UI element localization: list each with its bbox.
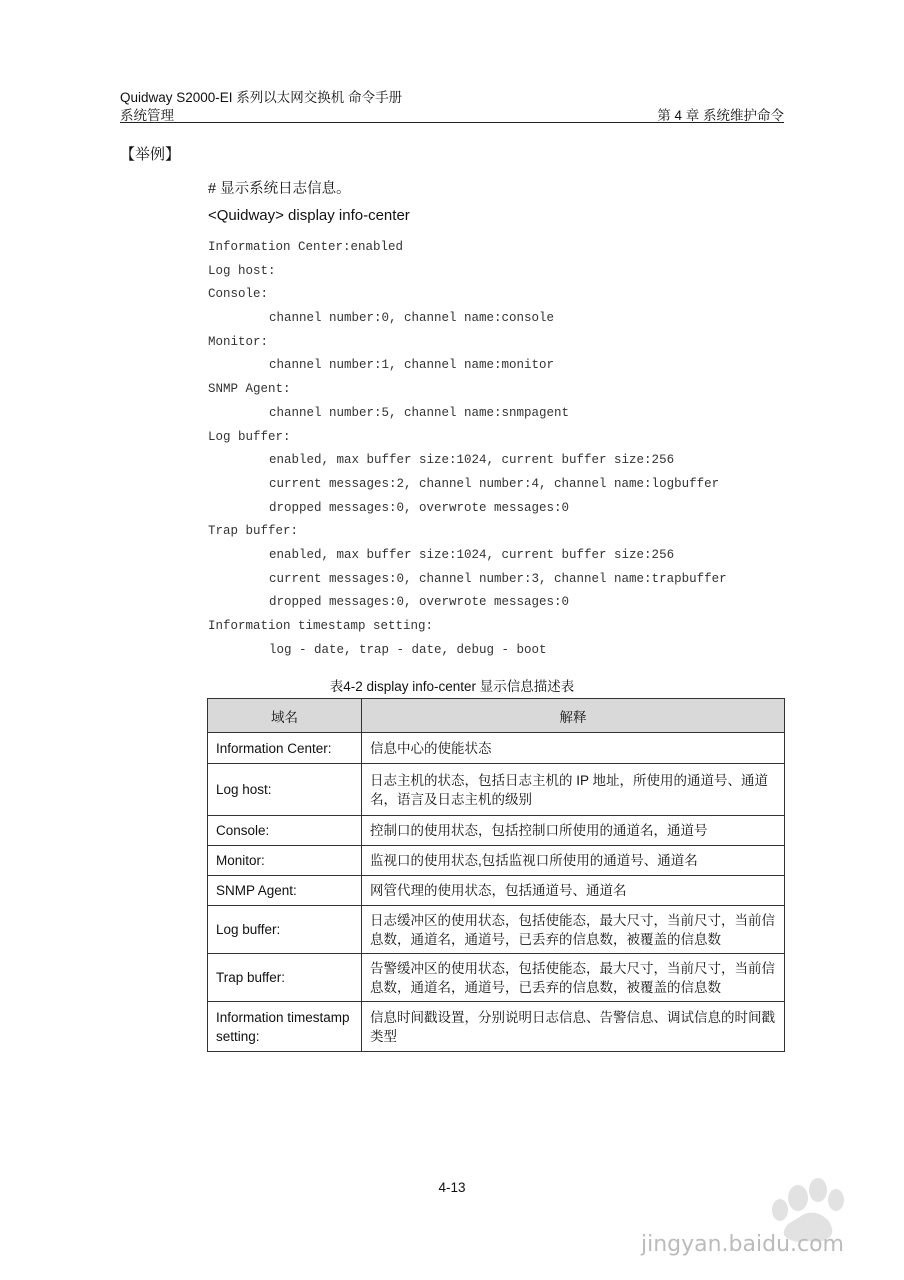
output-line: SNMP Agent:: [208, 382, 291, 397]
field-name-cell: Monitor:: [208, 846, 362, 876]
field-explanation-cell: 信息时间戳设置，分别说明日志信息、告警信息、调试信息的时间戳类型: [362, 1002, 785, 1052]
field-name-cell: Information Center:: [208, 733, 362, 764]
field-name-cell: Trap buffer:: [208, 954, 362, 1002]
header-title: Quidway S2000-EI 系列以太网交换机 命令手册: [120, 90, 403, 105]
output-line: dropped messages:0, overwrote messages:0: [269, 595, 570, 610]
header-chapter: 第 4 章 系统维护命令: [657, 108, 784, 123]
field-explanation-cell: 监视口的使用状态,包括监视口所使用的通道号、通道名: [362, 846, 785, 876]
output-line: current messages:2, channel number:4, channel name:logbuffer: [269, 476, 720, 491]
table-caption: 表4-2 display info-center 显示信息描述表: [329, 679, 575, 694]
output-line: channel number:1, channel name:monitor: [269, 358, 555, 373]
header-divider: [120, 122, 784, 123]
table-row: [208, 816, 785, 846]
output-line: Log buffer:: [208, 429, 291, 444]
field-name-cell: SNMP Agent:: [208, 876, 362, 906]
table-row: [208, 954, 785, 1002]
example-heading: 【举例】: [120, 145, 181, 163]
output-line: Information timestamp setting:: [208, 619, 434, 633]
table-row: [208, 876, 785, 906]
field-explanation-cell: 告警缓冲区的使用状态，包括使能态，最大尺寸，当前尺寸，当前信息数，通道名，通道号，已丢弃的信息数，被覆盖的信息数: [362, 954, 785, 1002]
description-table: [207, 698, 785, 1052]
table-header-row: [208, 699, 785, 733]
output-line: channel number:0, channel name:console: [269, 311, 555, 326]
field-name-cell: Log host:: [208, 764, 362, 816]
output-line: Log host:: [208, 263, 276, 278]
output-line: log - date, trap - date, debug - boot: [269, 642, 547, 657]
field-name-cell: Information timestamp setting:: [208, 1002, 362, 1052]
field-explanation-cell: 日志缓冲区的使用状态，包括使能态，最大尺寸，当前尺寸，当前信息数，通道名，通道号，已丢弃的信息数，被覆盖的信息数: [362, 906, 785, 954]
field-name-cell: Log buffer:: [208, 906, 362, 954]
page-number: 4-13: [438, 1180, 466, 1195]
output-line: enabled, max buffer size:1024, current buffer size:256: [269, 453, 675, 468]
table-row: [208, 846, 785, 876]
field-name-cell: Console:: [208, 816, 362, 846]
output-line: current messages:0, channel number:3, channel name:trapbuffer: [269, 571, 727, 586]
table-row: [208, 1002, 785, 1052]
field-explanation-cell: 日志主机的状态，包括日志主机的 IP 地址，所使用的通道号、通道名，语言及日志主机的级别: [362, 764, 785, 816]
table-row: [208, 906, 785, 954]
command-output: [208, 238, 727, 664]
output-line: channel number:5, channel name:snmpagent: [269, 405, 570, 420]
output-line: Monitor:: [208, 334, 269, 349]
watermark-url: jingyan.baidu.com: [640, 1232, 844, 1257]
field-explanation-cell: 信息中心的使能状态: [362, 733, 785, 764]
example-comment: # 显示系统日志信息。: [208, 181, 351, 197]
field-explanation-cell: 控制口的使用状态，包括控制口所使用的通道名，通道号: [362, 816, 785, 846]
example-command: <Quidway> display info-center: [208, 207, 410, 224]
header-explanation: 解释: [362, 699, 785, 733]
output-line: Console:: [208, 287, 269, 302]
output-line: Trap buffer:: [208, 524, 299, 539]
field-explanation-cell: 网管代理的使用状态，包括通道号、通道名: [362, 876, 785, 906]
output-line: dropped messages:0, overwrote messages:0: [269, 500, 570, 515]
header-section: 系统管理: [120, 108, 174, 123]
table-row: [208, 733, 785, 764]
header-field: 域名: [208, 699, 362, 733]
table-row: [208, 764, 785, 816]
output-line: enabled, max buffer size:1024, current buffer size:256: [269, 547, 675, 562]
output-line: Information Center:enabled: [208, 240, 404, 254]
